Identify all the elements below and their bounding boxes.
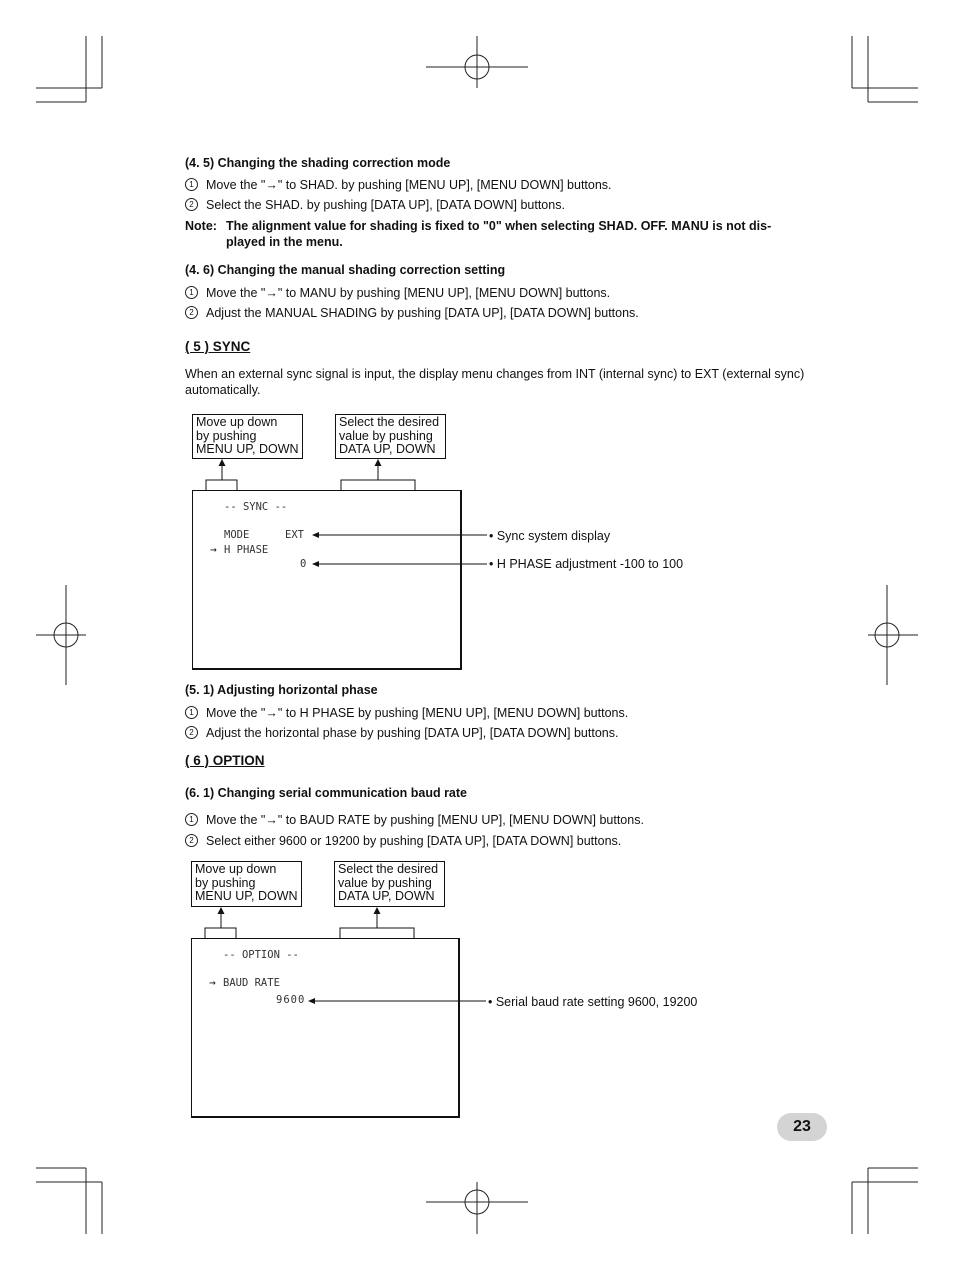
step-number-1: 1 xyxy=(185,706,198,719)
sync-heading: ( 5 ) SYNC xyxy=(185,339,251,354)
step-text: Select either 9600 or 19200 by pushing [DATA UP], [DATA DOWN] buttons. xyxy=(206,834,622,848)
step-text: Move the "→" to SHAD. by pushing [MENU UP], [MENU DOWN] buttons. xyxy=(206,178,612,192)
sync-screen-title: -- SYNC -- xyxy=(224,501,288,513)
step-number-1: 1 xyxy=(185,178,198,191)
step-number-2: 2 xyxy=(185,198,198,211)
cursor-arrow-icon: → xyxy=(210,543,217,556)
step-text: Move the "→" to BAUD RATE by pushing [MENU UP], [MENU DOWN] buttons. xyxy=(206,813,644,827)
box-line: MENU UP, DOWN xyxy=(196,442,299,456)
section-6-1-title: (6. 1) Changing serial communication baud rate xyxy=(185,786,467,800)
box-line: Move up down xyxy=(195,862,277,876)
cursor-arrow-icon: → xyxy=(209,976,216,989)
box-line: Select the desired xyxy=(339,415,440,429)
step-number-1: 1 xyxy=(185,286,198,299)
section-4-5-title: (4. 5) Changing the shading correction mode xyxy=(185,156,451,170)
step-number-2: 2 xyxy=(185,834,198,847)
option-screen-title: -- OPTION -- xyxy=(223,949,299,961)
box-line: value by pushing xyxy=(338,875,432,890)
hphase-value: 0 xyxy=(300,558,307,570)
step-number-2: 2 xyxy=(185,306,198,319)
page-number: 23 xyxy=(777,1113,827,1141)
sync-system-annotation: • Sync system display xyxy=(489,529,611,543)
mode-label: MODE xyxy=(224,529,250,541)
step-text: Move the "→" to H PHASE by pushing [MENU UP], [MENU DOWN] buttons. xyxy=(206,706,629,720)
step-number-1: 1 xyxy=(185,813,198,826)
box-line: Move up down xyxy=(196,415,278,429)
sync-intro: When an external sync signal is input, the display menu changes from INT (internal sync) to EXT (external sync) automatically. xyxy=(185,367,805,397)
box-line: DATA UP, DOWN xyxy=(339,442,436,456)
step-text: Select the SHAD. by pushing [DATA UP], [DATA DOWN] buttons. xyxy=(206,198,565,212)
step-number-2: 2 xyxy=(185,726,198,739)
hphase-annotation: • H PHASE adjustment -100 to 100 xyxy=(489,557,684,571)
box-line: by pushing xyxy=(195,875,256,890)
step-text: Adjust the horizontal phase by pushing [DATA UP], [DATA DOWN] buttons. xyxy=(206,726,619,740)
box-line: value by pushing xyxy=(339,428,433,443)
box-line: Select the desired xyxy=(338,862,439,876)
option-heading: ( 6 ) OPTION xyxy=(185,753,265,768)
box-line: DATA UP, DOWN xyxy=(338,889,435,903)
section-4-6-title: (4. 6) Changing the manual shading correction setting xyxy=(185,263,506,277)
section-5-1-title: (5. 1) Adjusting horizontal phase xyxy=(185,683,378,697)
baud-rate-annotation: • Serial baud rate setting 9600, 19200 xyxy=(488,995,698,1009)
box-line: by pushing xyxy=(196,428,257,443)
note-label: Note: xyxy=(185,219,217,233)
baud-rate-label: BAUD RATE xyxy=(223,977,280,989)
hphase-label: H PHASE xyxy=(224,544,269,556)
mode-value: EXT xyxy=(285,529,304,541)
note-text: The alignment value for shading is fixed to "0" when selecting SHAD. OFF. MANU is not dis-played in the menu. xyxy=(226,219,772,249)
box-line: MENU UP, DOWN xyxy=(195,889,298,903)
baud-rate-value: 9600 xyxy=(276,994,306,1006)
step-text: Adjust the MANUAL SHADING by pushing [DATA UP], [DATA DOWN] buttons. xyxy=(206,306,639,320)
step-text: Move the "→" to MANU by pushing [MENU UP], [MENU DOWN] buttons. xyxy=(206,286,611,300)
